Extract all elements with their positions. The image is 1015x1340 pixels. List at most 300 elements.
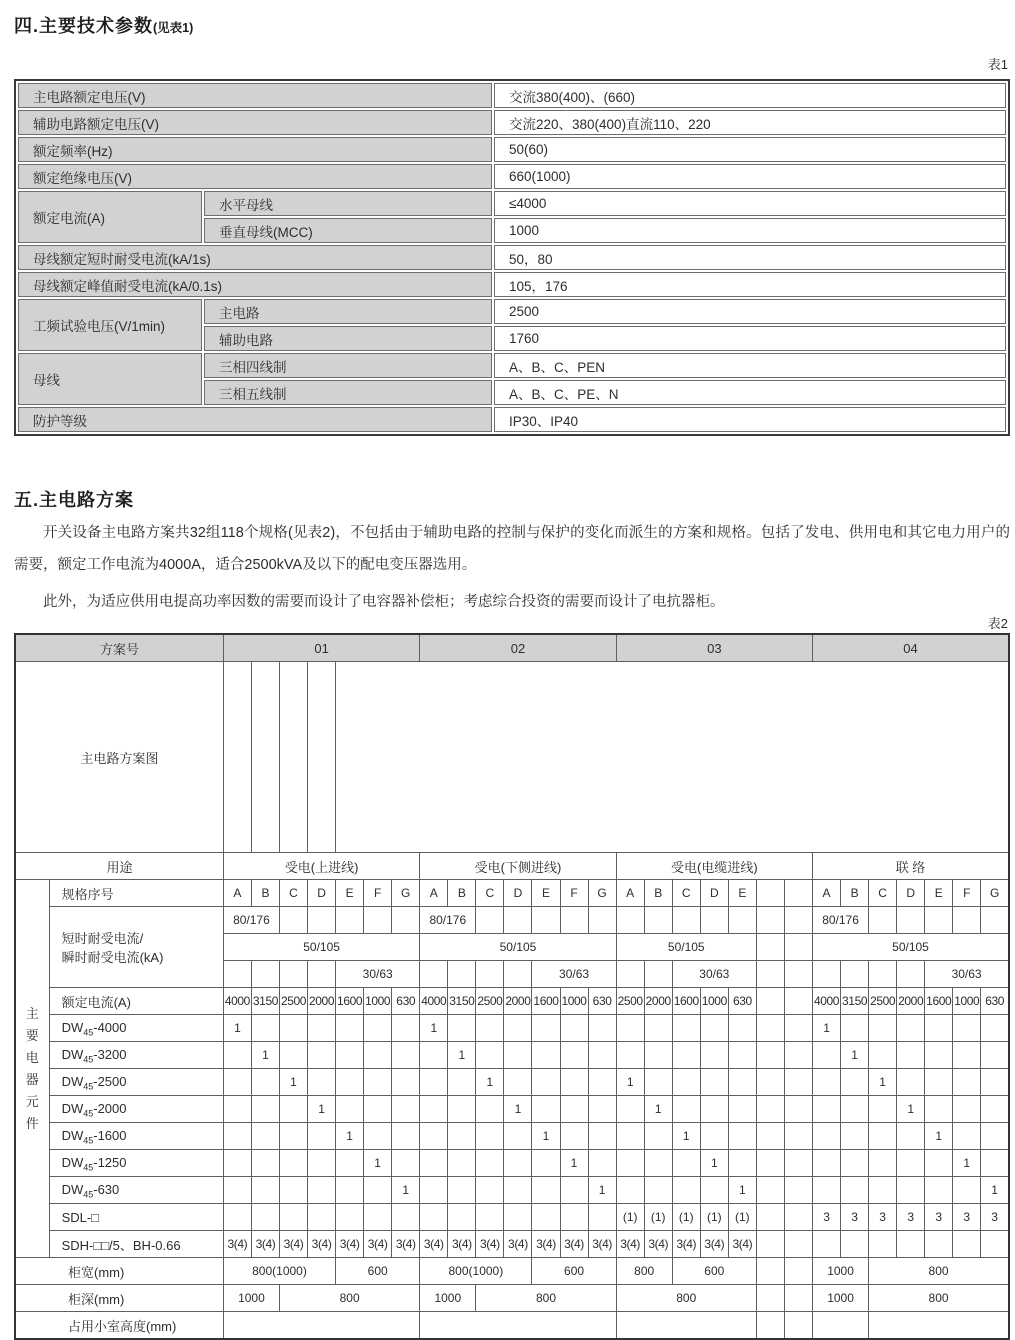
- spec-cell: [813, 1150, 841, 1177]
- spec-cell: [420, 1312, 616, 1340]
- spec-cell: 1000: [813, 1258, 869, 1285]
- spec-cell: [308, 907, 336, 934]
- spec-cell: F: [953, 880, 981, 907]
- spec-cell: 30/63: [532, 961, 616, 988]
- spec-cell: [897, 1177, 925, 1204]
- spec-row-label: 柜宽(mm): [15, 1258, 223, 1285]
- spec-cell: [981, 1123, 1009, 1150]
- diagram-row-label: 主电路方案图: [15, 662, 223, 853]
- spec-cell: [504, 961, 532, 988]
- spec-cell: E: [728, 880, 756, 907]
- spec-cell: [560, 1204, 588, 1231]
- spec-cell: [981, 1042, 1009, 1069]
- spec-cell: 1: [364, 1150, 392, 1177]
- spec-cell: [308, 1123, 336, 1150]
- section4-title-note: (见表1): [153, 21, 194, 35]
- spec-cell: 1600: [532, 988, 560, 1015]
- spec-cell: 1: [616, 1069, 644, 1096]
- spec-cell: 50/105: [223, 934, 419, 961]
- spec-cell: [392, 1150, 420, 1177]
- spec-cell: 2500: [279, 988, 307, 1015]
- spec-cell: 1600: [672, 988, 700, 1015]
- spec-cell: (1): [672, 1204, 700, 1231]
- param-value: 660(1000): [494, 164, 1006, 189]
- spec-cell: E: [925, 880, 953, 907]
- spec-cell: [813, 1312, 869, 1340]
- spec-row-label: 额定电流(A): [49, 988, 223, 1015]
- spec-cell: [364, 1204, 392, 1231]
- spec-cell: F: [364, 880, 392, 907]
- spec-cell: [420, 1042, 448, 1069]
- param-sublabel: 主电路: [204, 299, 492, 324]
- spec-cell: [925, 1042, 953, 1069]
- spec-cell: 1000: [813, 1285, 869, 1312]
- spec-cell: 3150: [841, 988, 869, 1015]
- spec-cell: [925, 1096, 953, 1123]
- spec-cell: [251, 1123, 279, 1150]
- spec-cell: 30/63: [336, 961, 420, 988]
- spec-cell: [728, 1015, 756, 1042]
- spec-cell: 50/105: [616, 934, 756, 961]
- spec-cell: [841, 1177, 869, 1204]
- spec-cell: [756, 1285, 784, 1312]
- spec-cell: [756, 880, 784, 907]
- param-label: 额定频率(Hz): [18, 137, 492, 162]
- spec-cell: [813, 1123, 841, 1150]
- spec-cell: C: [279, 880, 307, 907]
- section4-title: [14, 0, 1010, 38]
- spec-cell: [588, 1204, 616, 1231]
- table-row: [18, 353, 1006, 378]
- scheme-number: 03: [616, 634, 812, 662]
- spec-cell: 1000: [364, 988, 392, 1015]
- spec-cell: [364, 1042, 392, 1069]
- param-value: 105，176: [494, 272, 1006, 297]
- spec-cell: 1000: [223, 1285, 279, 1312]
- spec-cell: 630: [392, 988, 420, 1015]
- spec-cell: 1: [644, 1096, 672, 1123]
- spec-cell: 1600: [336, 988, 364, 1015]
- spec-cell: [784, 1231, 812, 1258]
- spec-cell: [532, 907, 560, 934]
- spec-cell: [420, 1096, 448, 1123]
- param-value: ≤4000: [494, 191, 1006, 216]
- section5-title: 五.主电路方案: [14, 490, 135, 510]
- param-label: 额定电流(A): [18, 191, 202, 243]
- spec-cell: [925, 1150, 953, 1177]
- spec-cell: 3(4): [616, 1231, 644, 1258]
- spec-cell: E: [532, 880, 560, 907]
- spec-cell: [925, 1231, 953, 1258]
- spec-cell: 4000: [420, 988, 448, 1015]
- spec-cell: 3(4): [588, 1231, 616, 1258]
- param-value: 1760: [494, 326, 1006, 351]
- spec-cell: [336, 1204, 364, 1231]
- spec-cell: [532, 1096, 560, 1123]
- spec-cell: 1: [279, 1069, 307, 1096]
- spec-cell: [279, 961, 307, 988]
- spec-cell: [784, 1204, 812, 1231]
- spec-cell: [813, 1231, 841, 1258]
- spec-cell: [672, 1150, 700, 1177]
- spec-cell: [869, 1312, 1009, 1340]
- spec-cell: [700, 1069, 728, 1096]
- spec-cell: 1: [336, 1123, 364, 1150]
- spec-cell: [504, 1069, 532, 1096]
- spec-row: [15, 1285, 1009, 1312]
- spec-cell: 30/63: [925, 961, 1009, 988]
- spec-cell: [251, 1150, 279, 1177]
- spec-cell: [953, 1042, 981, 1069]
- spec-cell: [841, 1150, 869, 1177]
- spec-cell: [841, 961, 869, 988]
- table-row: [18, 137, 1006, 162]
- spec-cell: 1: [560, 1150, 588, 1177]
- spec-cell: [616, 1015, 644, 1042]
- spec-cell: [756, 1177, 784, 1204]
- spec-cell: 3(4): [532, 1231, 560, 1258]
- spec-cell: [532, 1015, 560, 1042]
- spec-cell: [672, 1015, 700, 1042]
- spec-cell: [728, 1069, 756, 1096]
- spec-cell: 1: [420, 1015, 448, 1042]
- spec-cell: G: [392, 880, 420, 907]
- table-row: [18, 83, 1006, 108]
- spec-cell: [504, 1015, 532, 1042]
- spec-cell: [392, 1204, 420, 1231]
- spec-cell: [279, 1042, 307, 1069]
- param-label: 母线: [18, 353, 202, 405]
- spec-cell: [616, 1312, 756, 1340]
- section4-title-text: 四.主要技术参数: [14, 16, 154, 36]
- spec-cell: [476, 1150, 504, 1177]
- spec-cell: [700, 1123, 728, 1150]
- spec-cell: [672, 1042, 700, 1069]
- spec-cell: [532, 1042, 560, 1069]
- spec-cell: [756, 1096, 784, 1123]
- spec-cell: [784, 1285, 812, 1312]
- param-value: IP30、IP40: [494, 407, 1006, 432]
- spec-row-label: $DW_{45}-2500$: [49, 1069, 223, 1096]
- spec-cell: 3: [953, 1204, 981, 1231]
- spec-cell: 3(4): [700, 1231, 728, 1258]
- param-label: 工频试验电压(V/1min): [18, 299, 202, 351]
- spec-cell: (1): [616, 1204, 644, 1231]
- spec-cell: [336, 1015, 364, 1042]
- spec-cell: [897, 1150, 925, 1177]
- spec-cell: [728, 1150, 756, 1177]
- spec-cell: D: [897, 880, 925, 907]
- spec-cell: [448, 1096, 476, 1123]
- spec-cell: [756, 1150, 784, 1177]
- spec-cell: 800: [616, 1258, 672, 1285]
- spec-cell: [336, 1069, 364, 1096]
- spec-cell: [223, 1204, 251, 1231]
- usage-row-label: 用途: [15, 853, 223, 880]
- spec-cell: 1: [953, 1150, 981, 1177]
- spec-cell: D: [700, 880, 728, 907]
- scheme-number: 02: [420, 634, 616, 662]
- spec-cell: 3150: [251, 988, 279, 1015]
- spec-cell: [644, 961, 672, 988]
- spec-cell: 600: [532, 1258, 616, 1285]
- spec-cell: [448, 1015, 476, 1042]
- spec-cell: [364, 907, 392, 934]
- usage-value: 受电(上进线): [223, 853, 419, 880]
- spec-cell: A: [616, 880, 644, 907]
- scheme-number: 01: [223, 634, 419, 662]
- spec-cell: 3(4): [644, 1231, 672, 1258]
- spec-cell: [700, 1096, 728, 1123]
- param-value: A、B、C、PE、N: [494, 380, 1006, 405]
- spec-cell: [476, 961, 504, 988]
- spec-cell: 3: [981, 1204, 1009, 1231]
- spec-cell: [813, 1042, 841, 1069]
- spec-cell: [448, 1204, 476, 1231]
- param-sublabel: 辅助电路: [204, 326, 492, 351]
- spec-cell: [420, 1069, 448, 1096]
- spec-cell: [336, 907, 364, 934]
- spec-cell: 630: [981, 988, 1009, 1015]
- spec-cell: 3150: [448, 988, 476, 1015]
- spec-cell: 50/105: [813, 934, 1009, 961]
- param-value: 2500: [494, 299, 1006, 324]
- spec-cell: [869, 1177, 897, 1204]
- spec-cell: [981, 1231, 1009, 1258]
- spec-cell: [279, 1150, 307, 1177]
- spec-row: [15, 1258, 1009, 1285]
- spec-cell: [869, 907, 897, 934]
- spec-cell: [672, 907, 700, 934]
- spec-row: [15, 880, 1009, 907]
- spec-cell: [841, 1123, 869, 1150]
- spec-cell: [813, 1069, 841, 1096]
- spec-cell: 1000: [953, 988, 981, 1015]
- spec-row: [15, 988, 1009, 1015]
- spec-cell: 80/176: [223, 907, 279, 934]
- spec-cell: B: [251, 880, 279, 907]
- spec-cell: 50/105: [420, 934, 616, 961]
- spec-cell: [223, 1042, 251, 1069]
- param-sublabel: 三相四线制: [204, 353, 492, 378]
- param-label: 母线额定峰值耐受电流(kA/0.1s): [18, 272, 492, 297]
- spec-cell: [869, 1231, 897, 1258]
- spec-cell: B: [841, 880, 869, 907]
- spec-cell: [728, 1042, 756, 1069]
- spec-cell: 3(4): [251, 1231, 279, 1258]
- spec-cell: [756, 1204, 784, 1231]
- spec-cell: 2500: [869, 988, 897, 1015]
- spec-cell: 3(4): [448, 1231, 476, 1258]
- spec-cell: 3: [897, 1204, 925, 1231]
- spec-cell: [279, 1015, 307, 1042]
- spec-cell: 630: [588, 988, 616, 1015]
- spec-cell: [560, 1096, 588, 1123]
- spec-cell: [364, 1177, 392, 1204]
- spec-cell: [504, 907, 532, 934]
- spec-row-label: $DW_{45}-1600$: [49, 1123, 223, 1150]
- spec-row-label: $DW_{45}-3200$: [49, 1042, 223, 1069]
- spec-cell: [756, 1069, 784, 1096]
- spec-cell: [953, 1096, 981, 1123]
- spec-cell: (1): [644, 1204, 672, 1231]
- spec-cell: 80/176: [420, 907, 476, 934]
- spec-row: [15, 1123, 1009, 1150]
- spec-cell: [897, 1042, 925, 1069]
- spec-cell: [644, 1042, 672, 1069]
- spec-cell: [953, 1177, 981, 1204]
- spec-cell: [504, 1042, 532, 1069]
- spec-cell: 1: [869, 1069, 897, 1096]
- spec-cell: [560, 1015, 588, 1042]
- spec-cell: [616, 1123, 644, 1150]
- spec-cell: [532, 1150, 560, 1177]
- spec-cell: 800: [279, 1285, 419, 1312]
- spec-cell: 3(4): [223, 1231, 251, 1258]
- spec-cell: [392, 1069, 420, 1096]
- spec-cell: [784, 1015, 812, 1042]
- spec-cell: [784, 1096, 812, 1123]
- spec-cell: [869, 1150, 897, 1177]
- spec-cell: [981, 1150, 1009, 1177]
- param-label: 辅助电路额定电压(V): [18, 110, 492, 135]
- circuit-diagram-03: [279, 662, 307, 853]
- spec-cell: [308, 1042, 336, 1069]
- spec-cell: 1600: [925, 988, 953, 1015]
- table2-tag: 表2: [987, 615, 1008, 631]
- spec-cell: 800: [616, 1285, 756, 1312]
- spec-cell: [644, 1015, 672, 1042]
- spec-row: [15, 1204, 1009, 1231]
- spec-cell: A: [813, 880, 841, 907]
- spec-cell: [251, 1096, 279, 1123]
- diagram-row: [15, 662, 1009, 853]
- spec-cell: B: [448, 880, 476, 907]
- spec-cell: [308, 1177, 336, 1204]
- spec-cell: 600: [672, 1258, 756, 1285]
- spec-cell: D: [308, 880, 336, 907]
- spec-cell: [223, 1150, 251, 1177]
- spec-cell: [223, 1096, 251, 1123]
- spec-cell: 3(4): [420, 1231, 448, 1258]
- spec-cell: 1: [925, 1123, 953, 1150]
- spec-cell: 3(4): [672, 1231, 700, 1258]
- param-value: A、B、C、PEN: [494, 353, 1006, 378]
- paragraph-2: 此外，为适应供用电提高功率因数的需要而设计了电容器补偿柜；考虑综合投资的需要而设计了电抗器柜。: [43, 594, 725, 611]
- scheme-header-row: [15, 634, 1009, 662]
- spec-cell: [925, 1177, 953, 1204]
- spec-cell: [813, 961, 841, 988]
- spec-cell: [476, 1015, 504, 1042]
- spec-row: [15, 1069, 1009, 1096]
- spec-cell: [476, 1123, 504, 1150]
- spec-cell: 1: [588, 1177, 616, 1204]
- paragraph-1: 开关设备主电路方案共32组118个规格(见表2)，不包括由于辅助电路的控制与保护的变化而派生的方案和规格。包括了发电、供用电和其它电力用户的需要，额定工作电流为4000A，适合2500kVA及以下的配电变压器选用。: [14, 525, 1010, 573]
- spec-cell: [644, 1123, 672, 1150]
- spec-cell: [223, 1123, 251, 1150]
- spec-cell: 1: [251, 1042, 279, 1069]
- spec-row: [15, 1096, 1009, 1123]
- spec-cell: [953, 1123, 981, 1150]
- spec-cell: 630: [728, 988, 756, 1015]
- spec-cell: 3(4): [728, 1231, 756, 1258]
- spec-cell: [897, 1015, 925, 1042]
- page-content: [14, 0, 1010, 1340]
- spec-cell: [532, 1177, 560, 1204]
- spec-cell: [364, 1123, 392, 1150]
- spec-cell: [420, 961, 448, 988]
- spec-cell: [279, 1123, 307, 1150]
- spec-cell: 800: [476, 1285, 616, 1312]
- spec-cell: 1: [728, 1177, 756, 1204]
- spec-cell: [392, 907, 420, 934]
- spec-cell: [223, 1177, 251, 1204]
- spec-cell: [644, 1150, 672, 1177]
- param-value: 1000: [494, 218, 1006, 243]
- spec-cell: 800(1000): [223, 1258, 335, 1285]
- spec-cell: [925, 1069, 953, 1096]
- spec-cell: [897, 961, 925, 988]
- spec-cell: [700, 1177, 728, 1204]
- spec-cell: [869, 1042, 897, 1069]
- param-sublabel: 三相五线制: [204, 380, 492, 405]
- spec-cell: [616, 1150, 644, 1177]
- spec-row: [15, 1231, 1009, 1258]
- spec-cell: [560, 1177, 588, 1204]
- scheme-number: 04: [813, 634, 1009, 662]
- spec-row-label: SDH-□□/5、BH-0.66: [49, 1231, 223, 1258]
- spec-cell: 800: [869, 1258, 1009, 1285]
- spec-cell: [953, 1069, 981, 1096]
- spec-cell: 3: [813, 1204, 841, 1231]
- spec-cell: [279, 1204, 307, 1231]
- spec-cell: [588, 907, 616, 934]
- spec-cell: [616, 1177, 644, 1204]
- spec-cell: 1: [308, 1096, 336, 1123]
- spec-cell: [925, 907, 953, 934]
- side-vertical-label: 主 要 电 器 元 件: [15, 880, 49, 1258]
- spec-cell: [336, 1150, 364, 1177]
- spec-cell: [251, 1177, 279, 1204]
- spec-cell: [616, 961, 644, 988]
- spec-cell: [784, 1312, 812, 1340]
- usage-value: 联 络: [813, 853, 1009, 880]
- spec-cell: [392, 1123, 420, 1150]
- spec-cell: 2000: [504, 988, 532, 1015]
- spec-cell: 1: [841, 1042, 869, 1069]
- spec-cell: [251, 1204, 279, 1231]
- spec-cell: C: [869, 880, 897, 907]
- spec-cell: 3(4): [308, 1231, 336, 1258]
- spec-cell: [700, 907, 728, 934]
- circuit-diagram-04: [308, 662, 336, 853]
- spec-cell: [981, 1069, 1009, 1096]
- spec-cell: [448, 1123, 476, 1150]
- spec-cell: [981, 1015, 1009, 1042]
- spec-cell: 800(1000): [420, 1258, 532, 1285]
- spec-cell: [420, 1177, 448, 1204]
- spec-cell: 3: [869, 1204, 897, 1231]
- spec-cell: [700, 1015, 728, 1042]
- table-row: [18, 191, 1006, 216]
- spec-cell: [756, 961, 784, 988]
- spec-cell: [925, 1015, 953, 1042]
- spec-row: [15, 907, 1009, 934]
- spec-cell: G: [981, 880, 1009, 907]
- spec-row: [15, 1015, 1009, 1042]
- spec-cell: [223, 961, 251, 988]
- spec-cell: [251, 1069, 279, 1096]
